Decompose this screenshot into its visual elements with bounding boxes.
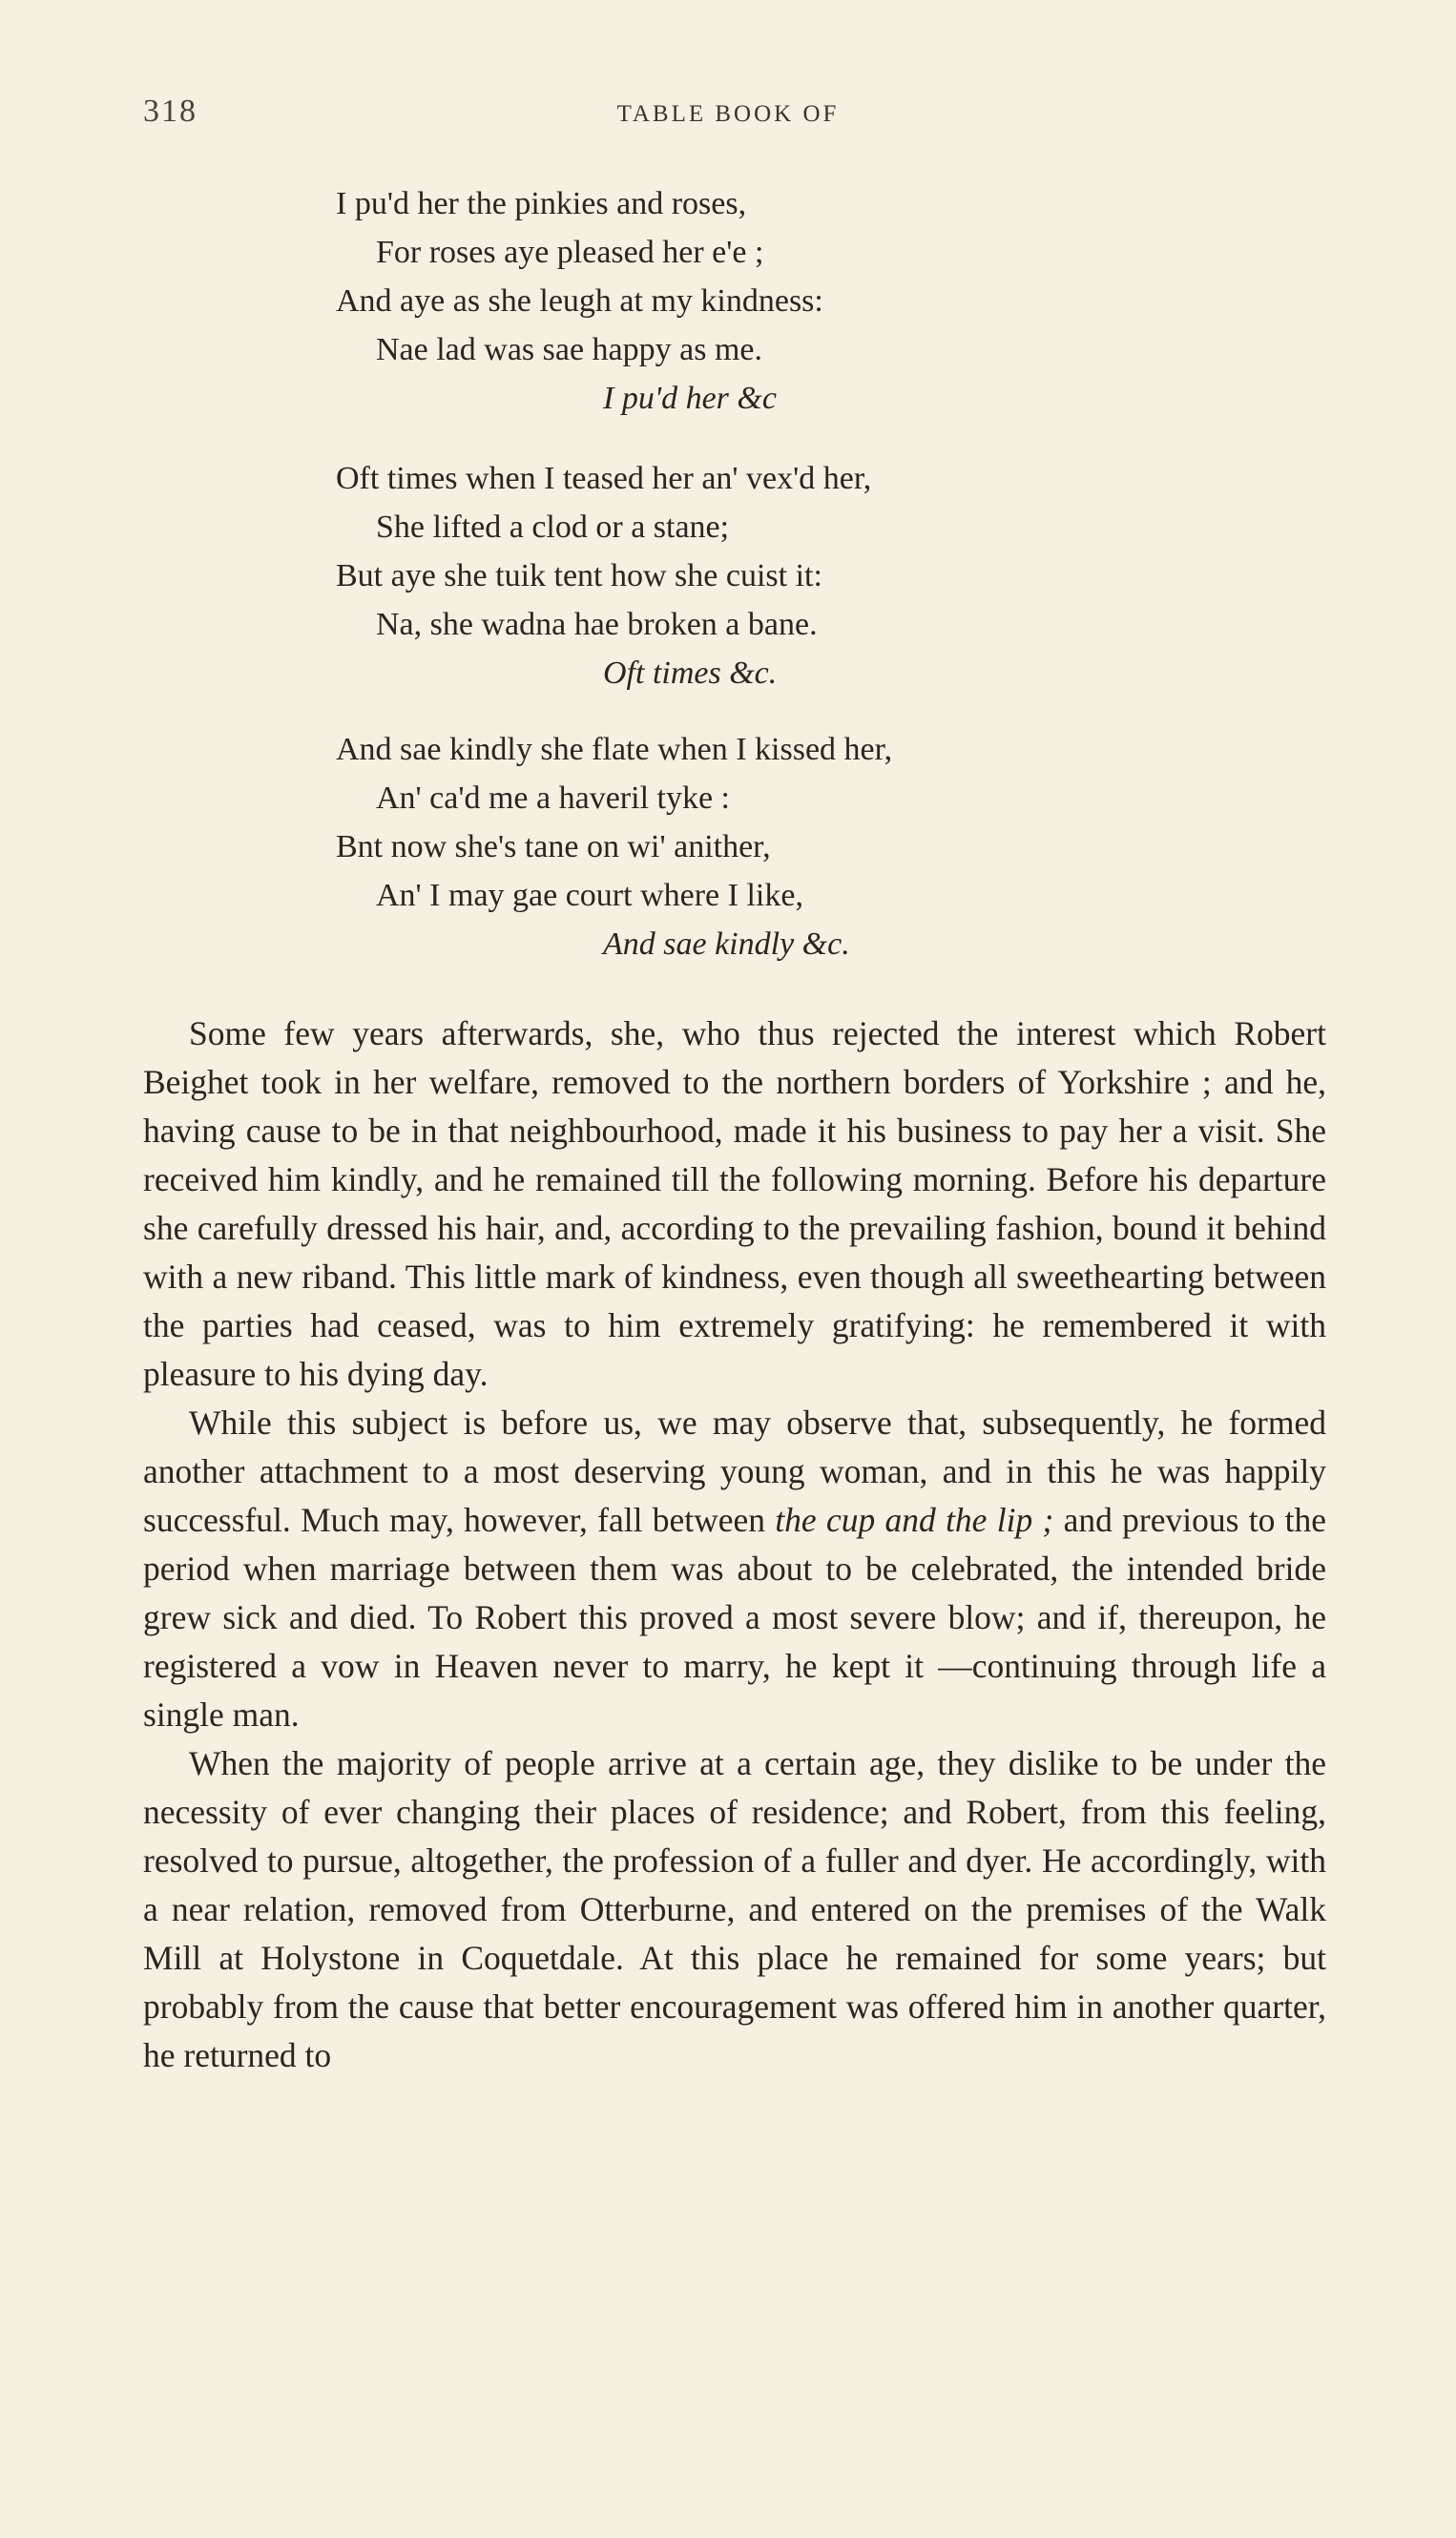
paragraph-text: and previous to the period when marriage between them was about to be celebrated, the intended bride grew sick and died. To Robert this proved a most severe blow; and if, thereupon, he registered a vow in Heaven never to marry, he kept it —continuing through life a single man. <box>143 1501 1326 1734</box>
verse-line: An' ca'd me a haveril tyke : <box>376 780 730 816</box>
verse-stanza <box>336 725 1195 968</box>
verse-line: Nae lad was sae happy as me. <box>376 332 763 367</box>
paragraph: Some few years afterwards, she, who thus rejected the interest which Robert Beighet took in her welfare, removed to the northern borders of Yorkshire ; and he, having cause to be in that neighbourhood, made it his business to pay her a visit. She received him kindly, and he remained till the following morning. Before his departure she carefully dressed his hair, and, according to the prevailing fashion, bound it behind with a new riband. This little mark of kindness, even though all sweethearting between the parties had ceased, was to him extremely gratifying: he remembered it with pleasure to his dying day. <box>143 1014 1326 1393</box>
verse-line: Bnt now she's tane on wi' anither, <box>336 829 771 864</box>
verse-refrain: Oft times &c. <box>603 655 778 691</box>
body-text <box>143 1009 1326 2080</box>
verse-line: But aye she tuik tent how she cuist it: <box>336 558 822 593</box>
verse-refrain: I pu'd her &c <box>603 381 777 416</box>
verse-stanza <box>336 454 1195 697</box>
verse-refrain: And sae kindly &c. <box>603 926 850 962</box>
verse-line: Oft times when I teased her an' vex'd her, <box>336 461 872 496</box>
verse-line: And aye as she leugh at my kindness: <box>336 283 823 319</box>
paragraph <box>143 1399 1326 1739</box>
verse-line: And sae kindly she flate when I kissed her, <box>336 732 893 767</box>
verse-line: Na, she wadna hae broken a bane. <box>376 607 818 642</box>
verse-stanza <box>336 179 1195 423</box>
italic-phrase: the cup and the lip ; <box>775 1501 1054 1539</box>
page-number: 318 <box>143 94 198 129</box>
paragraph-text: While this subject is before us, we may observe that, subsequently, he formed another attachment to a most deserving young woman, and in this he was happily successful. Much may, however, fall between <box>143 1404 1326 1539</box>
verse-line: For roses aye pleased her e'e ; <box>376 235 764 270</box>
verse-line: She lifted a clod or a stane; <box>376 510 730 545</box>
running-head: TABLE BOOK OF <box>616 101 840 127</box>
verse-line: I pu'd her the pinkies and roses, <box>336 186 747 221</box>
verse-line: An' I may gae court where I like, <box>376 878 803 913</box>
paragraph: When the majority of people arrive at a certain age, they dislike to be under the necessity of ever changing their places of residence; and Robert, from this feeling, resolved to pursue, altogether, the profession of a fuller and dyer. He accordingly, with a near relation, removed from Otterburne, and entered on the premises of the Walk Mill at Holystone in Coquetdale. At this place he remained for some years; but probably from the cause that better encouragement was offered him in another quarter, he returned to <box>143 1744 1326 2074</box>
